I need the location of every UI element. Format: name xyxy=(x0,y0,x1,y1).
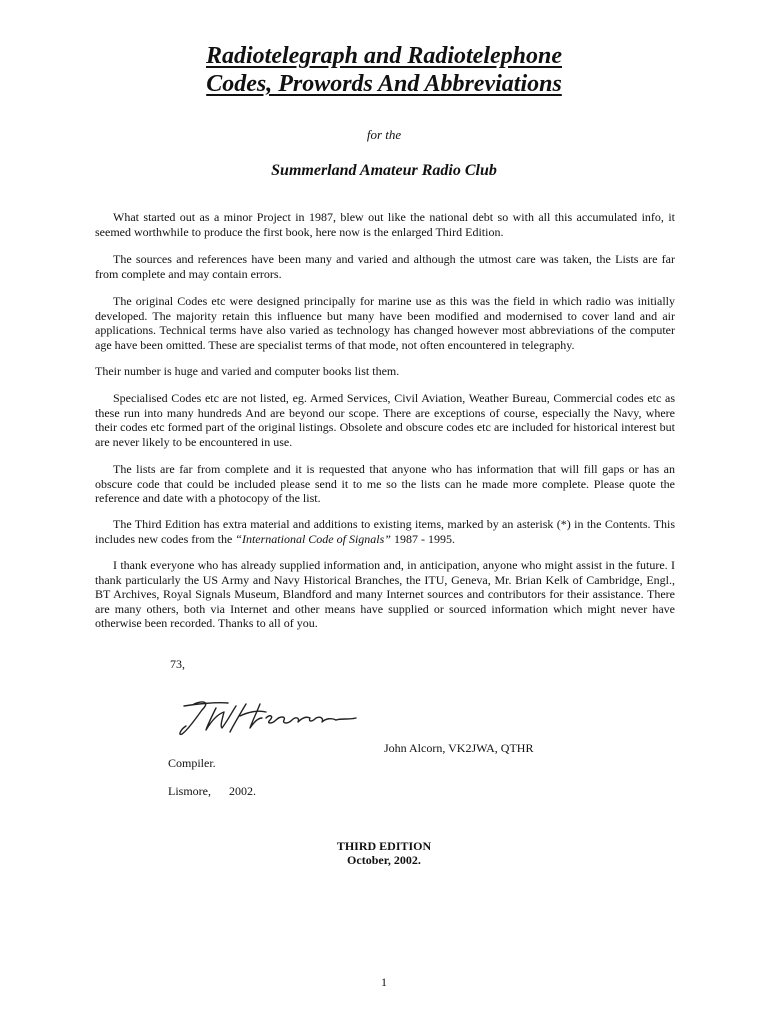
closing-greeting: 73, xyxy=(170,657,185,671)
third-edition-text-b: 1987 - 1995. xyxy=(390,531,455,546)
for-the-text: for the xyxy=(366,127,402,142)
document-title-line-2: Codes, Prowords And Abbreviations xyxy=(206,71,562,97)
club-name: Summerland Amateur Radio Club xyxy=(271,162,497,179)
place-and-year: Lismore, 2002. xyxy=(168,784,256,798)
edition-date: October, 2002. xyxy=(347,853,421,867)
paragraph-thanks: I thank everyone who has already supplied information and, in anticipation, anyone who might assist in the future. I thank particularly the US Army and Navy Historical Branches, the ITU, Geneva, Mr. Brian Kelk of Cambridge, Engl., BT Archives, Royal Signals Museum, Blandford and many Internet sources and contributors for their assistance. There are many others, both via Internet and other means have supplied or sourced information which might never have otherwise been recorded. Thanks to all of you. xyxy=(95,558,675,630)
paragraph-sources: The sources and references have been many and varied and although the utmost care was taken, the Lists are far from complete and may contain errors. xyxy=(95,252,675,281)
paragraph-intro: What started out as a minor Project in 1987, blew out like the national debt so with all this accumulated info, it seemed worthwhile to produce the first book, here now is the enlarged Third Edition. xyxy=(95,210,675,239)
paragraph-number-note: Their number is huge and varied and computer books list them. xyxy=(95,364,400,378)
paragraph-third-edition xyxy=(95,517,675,546)
third-edition-text-a: The Third Edition has extra material and additions to existing items, marked by an asterisk (*) in the Contents. This includes new codes from the xyxy=(95,517,675,546)
icos-title: “International Code of Signals” xyxy=(235,531,391,546)
document-title-line-1: Radiotelegraph and Radiotelephone xyxy=(205,43,562,69)
paragraph-request: The lists are far from complete and it is requested that anyone who has information that will fill gaps or has an obscure code that could be included please send it to me so the lists can he made more complete. Please quote the reference and date with a photocopy of the list. xyxy=(95,462,675,505)
compiler-role: Compiler. xyxy=(168,756,216,770)
page-number: 1 xyxy=(381,975,387,989)
paragraph-original-codes: The original Codes etc were designed principally for marine use as this was the field in which radio was initially developed. The majority retain this influence but many have been modified and modernised to cover land and air applications. Technical terms have also varied as technology has changed however most abbreviations of the computer age have been omitted. These are specialist terms of that mode, not often encountered in telegraphy. xyxy=(95,294,675,352)
compiler-name: John Alcorn, VK2JWA, QTHR xyxy=(384,741,534,755)
handwritten-signature xyxy=(176,690,366,740)
paragraph-specialised-codes: Specialised Codes etc are not listed, eg. Armed Services, Civil Aviation, Weather Bureau, Commercial codes etc as these run into many hundreds And are beyond our scope. There are exceptions of course, especially the Navy, where their codes etc formed part of the original listings. Obsolete and obscure codes etc are included for historical interest but are never likely to be encountered in use. xyxy=(95,391,675,449)
edition-label: THIRD EDITION xyxy=(336,839,432,853)
